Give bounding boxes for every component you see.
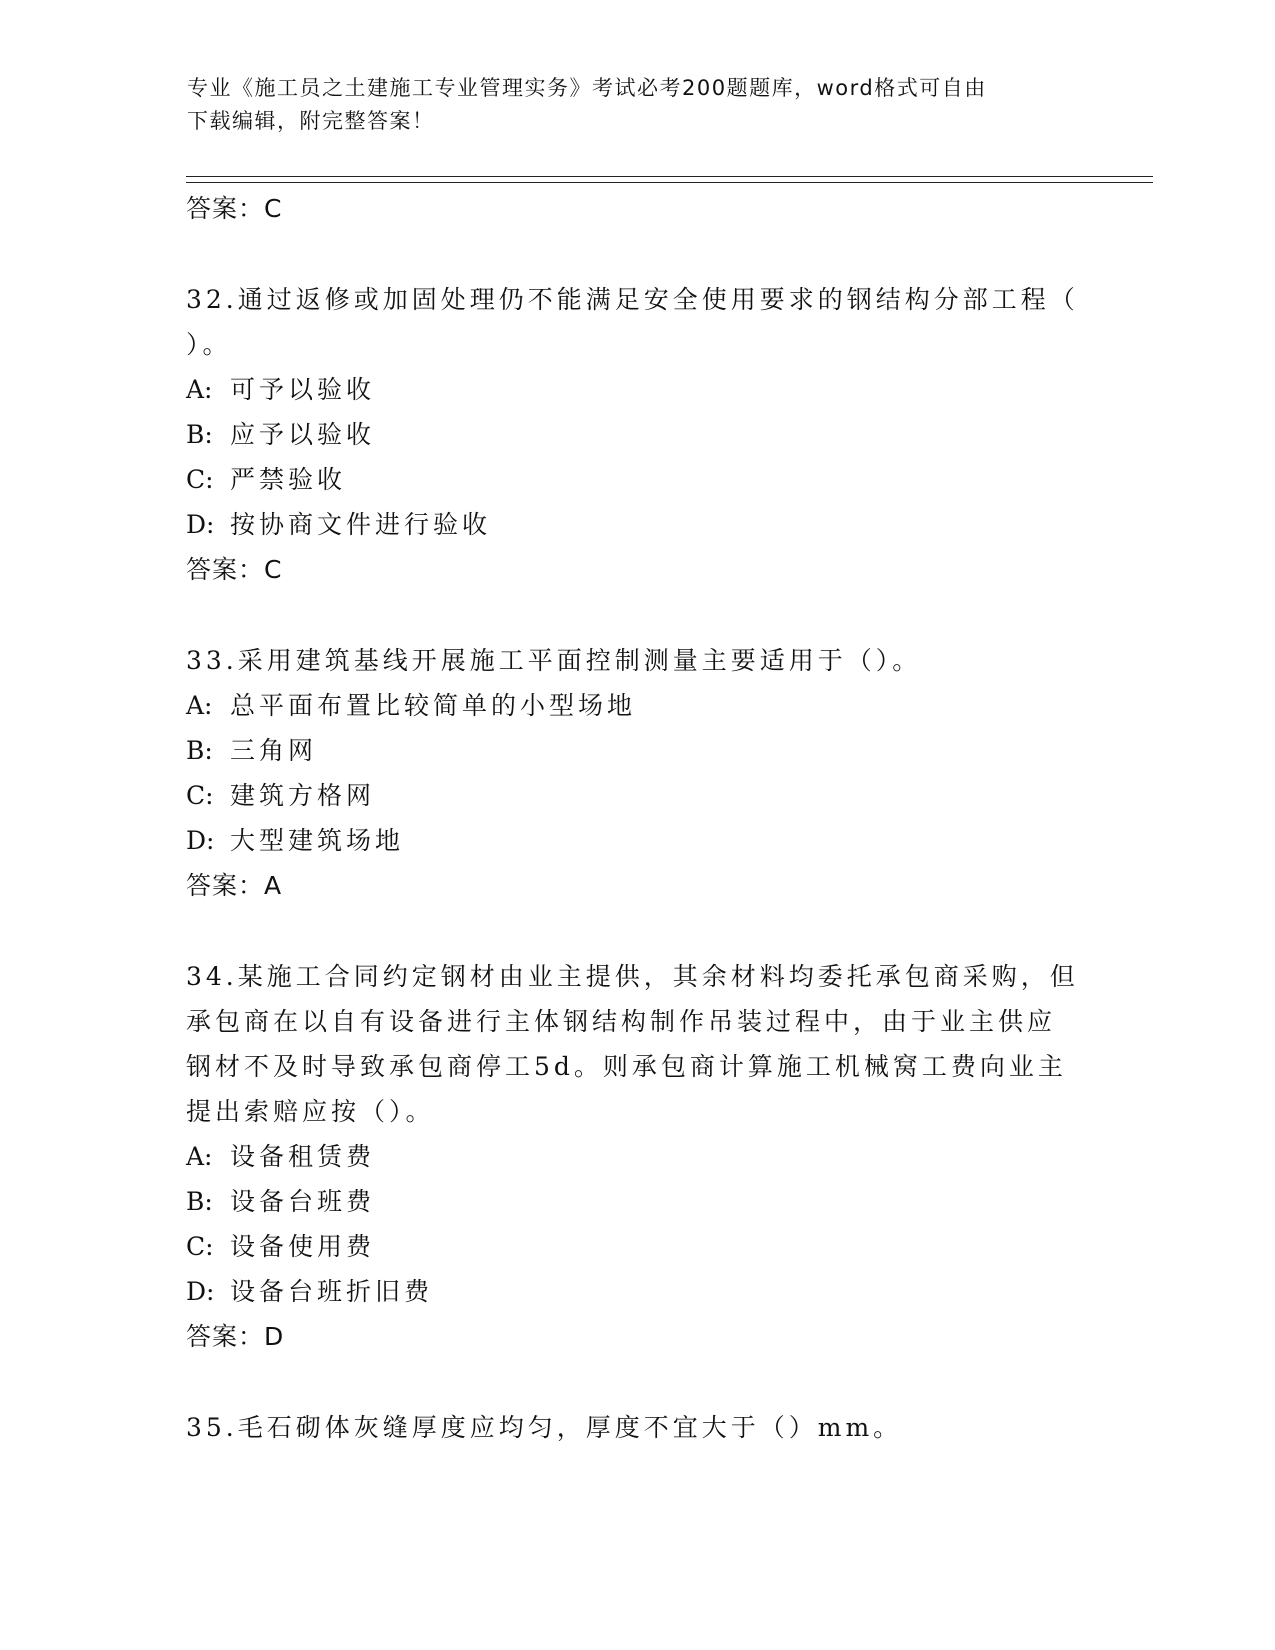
question-text: 34.某施工合同约定钢材由业主提供，其余材料均委托承包商采购，但 [186,962,1079,991]
question-text: 提出索赔应按（）。 [186,1097,435,1126]
spacer [186,909,1086,954]
header-line-2: 下载编辑，附完整答案！ [187,109,435,133]
question-text: 35.毛石砌体灰缝厚度应均匀，厚度不宜大于（）mm。 [186,1413,903,1442]
option-text: 大型建筑场地 [230,826,405,855]
option-text: 设备台班折旧费 [230,1277,434,1306]
option-d [186,502,1086,547]
document-header [187,72,1087,138]
option-letter: A: [186,1142,213,1171]
answer-line: 答案：D [186,1322,285,1351]
option-text: 设备台班费 [230,1187,376,1216]
option-letter: C: [186,781,214,810]
spacer [186,1360,1086,1405]
question-list [186,186,1086,1450]
header-divider-bottom [186,182,1153,183]
option-a [186,1134,1086,1179]
option-a [186,683,1086,728]
option-letter: C: [186,465,214,494]
option-a [186,367,1086,412]
option-letter: D: [186,510,215,539]
answer-line: 答案：C [186,194,283,223]
question-text: 钢材不及时导致承包商停工5d。则承包商计算施工机械窝工费向业主 [186,1052,1067,1081]
answer-line: 答案：A [186,871,283,900]
option-letter: A: [186,375,213,404]
option-letter: B: [186,420,213,449]
answer-line: 答案：C [186,555,283,584]
question-text: 32.通过返修或加固处理仍不能满足安全使用要求的钢结构分部工程（ [186,285,1079,314]
header-divider-top [186,176,1153,177]
option-text: 三角网 [230,736,318,765]
question-block [186,1405,1086,1450]
option-letter: B: [186,736,213,765]
question-text: 33.采用建筑基线开展施工平面控制测量主要适用于（）。 [186,646,922,675]
option-letter: D: [186,826,215,855]
option-text: 可予以验收 [230,375,376,404]
spacer [186,593,1086,638]
question-block [186,954,1086,1360]
option-d [186,818,1086,863]
option-letter: B: [186,1187,213,1216]
option-b [186,412,1086,457]
option-text: 设备租赁费 [230,1142,376,1171]
option-text: 总平面布置比较简单的小型场地 [230,691,637,720]
option-b [186,728,1086,773]
option-text: 按协商文件进行验收 [230,510,492,539]
question-text: ）。 [186,330,232,359]
option-text: 设备使用费 [230,1232,376,1261]
option-letter: C: [186,1232,214,1261]
question-text: 承包商在以自有设备进行主体钢结构制作吊装过程中，由于业主供应 [186,1007,1057,1036]
option-letter: A: [186,691,213,720]
question-block [186,638,1086,909]
option-text: 建筑方格网 [230,781,376,810]
header-line-1: 专业《施工员之土建施工专业管理实务》考试必考200题题库，word格式可自由 [187,76,987,100]
option-c [186,773,1086,818]
question-block [186,277,1086,593]
option-c [186,1224,1086,1269]
option-text: 严禁验收 [230,465,347,494]
spacer [186,232,1086,277]
option-letter: D: [186,1277,215,1306]
option-c [186,457,1086,502]
option-b [186,1179,1086,1224]
option-d [186,1269,1086,1314]
option-text: 应予以验收 [230,420,376,449]
